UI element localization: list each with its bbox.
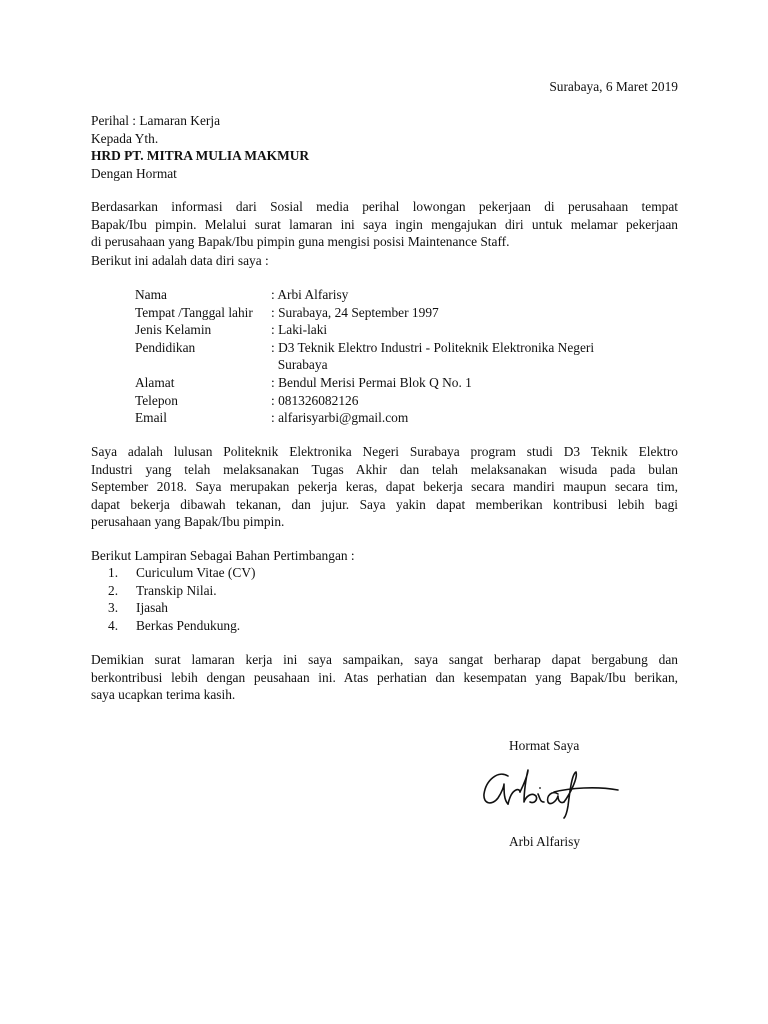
data-label: Telepon — [135, 392, 178, 408]
data-label: Jenis Kelamin — [135, 322, 212, 338]
list-number: 1. — [108, 565, 119, 580]
paragraph-line: Berdasarkan informasi dari Sosial media perihal lowongan pekerjaan di perusahaan tempat — [91, 199, 678, 214]
letter-date: Surabaya, 6 Maret 2019 — [549, 79, 678, 94]
data-value: : Bendul Merisi Permai Blok Q No. 1 — [271, 374, 472, 390]
closing-salutation: Hormat Saya — [509, 738, 580, 753]
personal-data-table — [135, 286, 594, 427]
personal-data-row — [135, 304, 594, 322]
data-label: Alamat — [135, 374, 175, 390]
personal-data-intro: Berikut ini adalah data diri saya : — [91, 253, 269, 268]
data-label — [135, 356, 271, 374]
paragraph-line: berkontribusi lebih dengan peusahaan ini. Atas perhatian dan kesempatan yang Bapak/Ibu berikan, — [91, 669, 678, 685]
data-value: : 081326082126 — [271, 392, 359, 408]
paragraph-line: Saya adalah lulusan Politeknik Elektronika Negeri Surabaya program studi D3 Teknik Elektro — [91, 444, 678, 459]
recipient-prefix: Kepada Yth. — [91, 130, 159, 146]
data-value: : D3 Teknik Elektro Industri - Politeknik Elektronika Negeri — [271, 339, 595, 355]
list-text: Ijasah — [136, 600, 168, 616]
list-item — [108, 582, 255, 600]
data-label: Pendidikan — [135, 339, 196, 355]
data-value: : Laki-laki — [271, 322, 328, 338]
data-value: : alfarisyarbi@gmail.com — [271, 410, 409, 426]
paragraph-line: saya ucapkan terima kasih. — [91, 687, 236, 703]
paragraph-line: perusahaan yang Bapak/Ibu pimpin. — [91, 514, 285, 530]
recipient-name: HRD PT. MITRA MULIA MAKMUR — [91, 148, 310, 164]
greeting: Dengan Hormat — [91, 165, 177, 181]
paragraph-opening — [91, 198, 678, 251]
paragraph-line: di perusahaan yang Bapak/Ibu pimpin guna mengisi posisi Maintenance Staff. — [91, 234, 510, 250]
list-text: Transkip Nilai. — [136, 582, 217, 598]
paragraph-line: Demikian surat lamaran kerja ini saya sampaikan, saya sangat berharap dapat bergabung dan — [91, 652, 678, 667]
attachments-title: Berikut Lampiran Sebagai Bahan Pertimbangan : — [91, 548, 355, 563]
list-text: Berkas Pendukung. — [136, 617, 241, 633]
data-value: : Surabaya, 24 September 1997 — [271, 304, 439, 320]
paragraph-line: dapat bekerja dibawah tekanan, dan jujur. Saya yakin dapat memberikan kontribusi lebih bagi — [91, 496, 678, 512]
paragraph-qualifications — [91, 443, 678, 531]
personal-data-row — [135, 392, 594, 410]
list-text: Curiculum Vitae (CV) — [136, 565, 256, 580]
attachments-list — [108, 564, 255, 634]
personal-data-row — [135, 286, 594, 304]
list-item — [108, 617, 255, 635]
list-number: 2. — [108, 582, 119, 598]
handwritten-signature — [478, 760, 638, 820]
signer-name: Arbi Alfarisy — [509, 834, 581, 849]
data-label: Tempat /Tanggal lahir — [135, 304, 253, 320]
data-label: Nama — [135, 287, 167, 302]
paragraph-line: September 2018. Saya merupakan pekerja keras, dapat bekerja secara mandiri maupun secara tim, — [91, 479, 678, 495]
data-value: : Arbi Alfarisy — [271, 287, 349, 302]
personal-data-row — [135, 321, 594, 339]
paragraph-line: Bapak/Ibu pimpin. Melalui surat lamaran ini saya ingin mengajukan diri untuk melamar pekerjaan — [91, 216, 678, 232]
personal-data-row — [135, 409, 594, 427]
personal-data-row — [135, 356, 594, 374]
list-number: 3. — [108, 600, 119, 616]
data-value: Surabaya — [271, 357, 328, 373]
letter-header-block — [91, 112, 309, 182]
letter-subject: Perihal : Lamaran Kerja — [91, 113, 221, 128]
paragraph-line: Industri yang telah melaksanakan Tugas Akhir dan telah melaksanakan wisuda pada bulan — [91, 461, 678, 477]
list-item — [108, 599, 255, 617]
list-item — [108, 564, 255, 582]
data-label: Email — [135, 410, 167, 426]
personal-data-row — [135, 339, 594, 357]
paragraph-closing — [91, 651, 678, 704]
list-number: 4. — [108, 617, 119, 633]
personal-data-row — [135, 374, 594, 392]
